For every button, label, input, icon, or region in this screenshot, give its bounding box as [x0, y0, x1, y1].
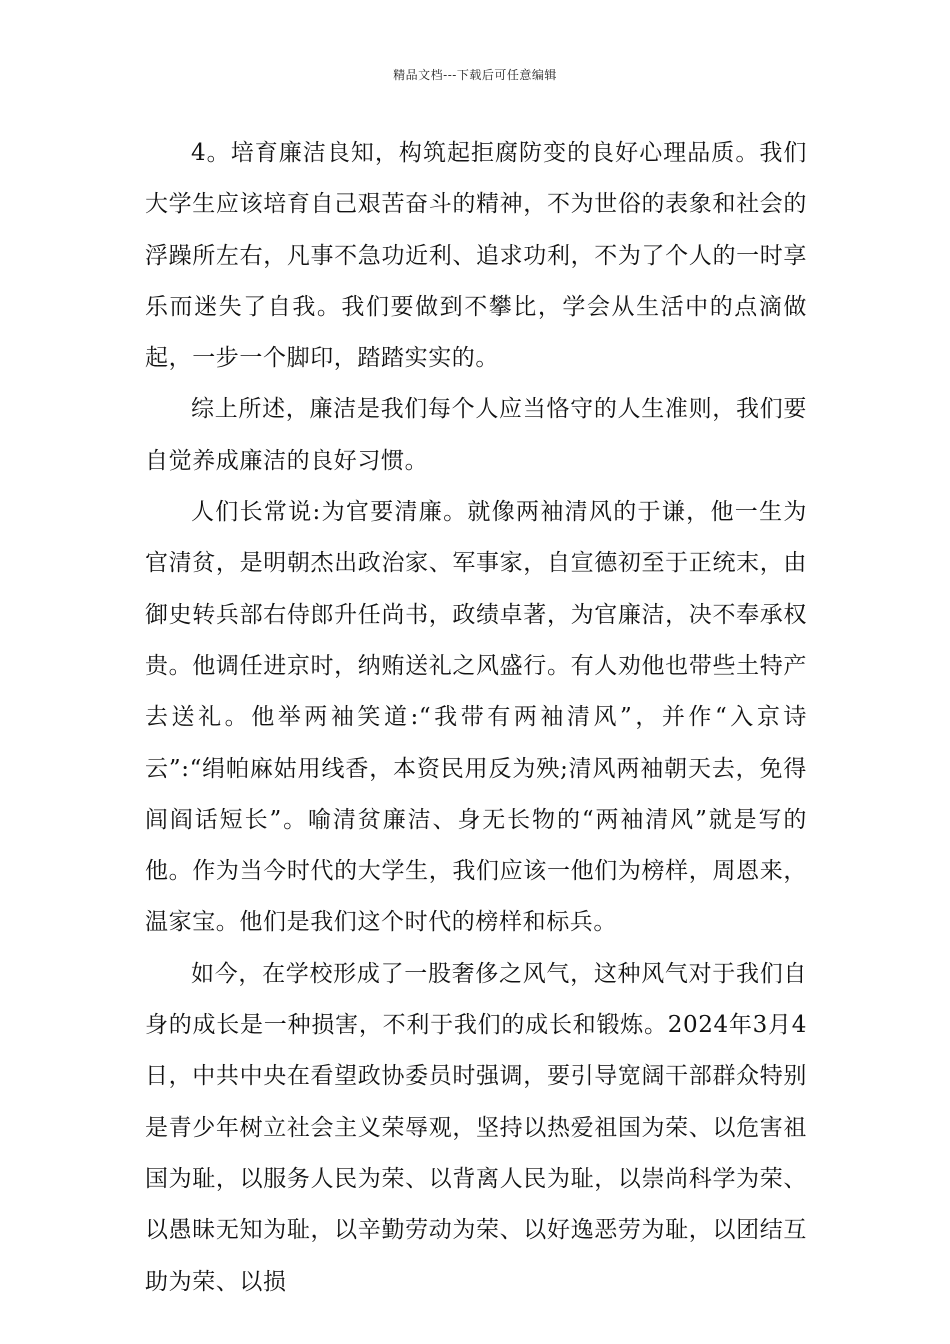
paragraph-campus-extravagance: 如今，在学校形成了一股奢侈之风气，这种风气对于我们自身的成长是一种损害，不利于我们的成长和锻炼。2024年3月4日，中共中央在看望政协委员时强调，要引导宽阔干部群众特别是青少年树立社会主义荣辱观，坚持以热爱祖国为荣、以危害祖国为耻，以服务人民为荣、以背离人民为耻，以崇尚科学为荣、以愚昧无知为耻，以辛勤劳动为荣、以好逸恶劳为耻，以团结互助为荣、以损 [145, 960, 807, 1295]
document-body [145, 128, 807, 1308]
paragraph-yu-qian: 人们长常说:为官要清廉。就像两袖清风的于谦，他一生为官清贫，是明朝杰出政治家、军事家，自宣德初至于正统末，由御史转兵部右侍郎升任尚书，政绩卓著，为官廉洁，决不奉承权贵。他调任进京时，纳贿送礼之风盛行。有人劝他也带些土特产去送礼。他举两袖笑道:“我带有两袖清风”，并作“入京诗云”:“绢帕麻姑用线香，本资民用反为殃;清风两袖朝天去，免得闾阎话短长”。喻清贫廉洁、身无长物的“两袖清风”就是写的他。作为当今时代的大学生，我们应该一他们为榜样，周恩来，温家宝。他们是我们这个时代的榜样和标兵。 [145, 499, 807, 936]
paragraph-summary: 综上所述，廉洁是我们每个人应当恪守的人生准则，我们要自觉养成廉洁的良好习惯。 [145, 396, 807, 474]
paragraph-cultivate-integrity: 4。培育廉洁良知，构筑起拒腐防变的良好心理品质。我们大学生应该培育自己艰苦奋斗的精神，不为世俗的表象和社会的浮躁所左右，凡事不急功近利、追求功利，不为了个人的一时享乐而迷失了自我。我们要做到不攀比，学会从生活中的点滴做起，一步一个脚印，踏踏实实的。 [145, 140, 807, 372]
page-header: 精品文档---下载后可任意编辑 [393, 68, 557, 82]
